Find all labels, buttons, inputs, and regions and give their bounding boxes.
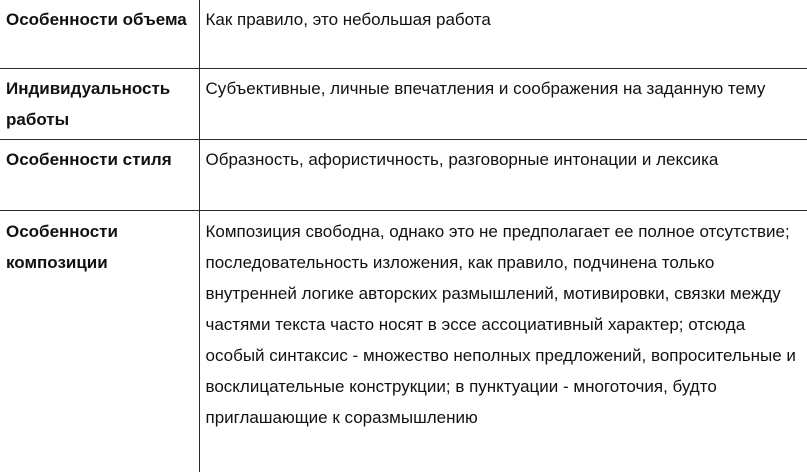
row-label: Особенности объема — [0, 0, 199, 69]
table-row — [0, 69, 807, 140]
row-value: Композиция свободна, однако это не предполагает ее полное отсутствие; последовательность изложения, как правило, подчинена только внутренней логике авторских размышлений, мотивировки, связки между частями текста часто носят в эссе ассоциативный характер; отсюда особый синтаксис - множество неполных предложений, вопросительные и восклицательные конструкции; в пунктуации - многоточия, будто приглашающие к соразмышлению — [199, 211, 807, 472]
row-label: Особенности стиля — [0, 140, 199, 211]
row-label: Индивидуальность работы — [0, 69, 199, 140]
row-value: Образность, афористичность, разговорные интонации и лексика — [199, 140, 807, 211]
row-value: Как правило, это небольшая работа — [199, 0, 807, 69]
table-row — [0, 140, 807, 211]
table-row — [0, 0, 807, 69]
table-row — [0, 211, 807, 472]
row-value: Субъективные, личные впечатления и соображения на заданную тему — [199, 69, 807, 140]
row-label: Особенности композиции — [0, 211, 199, 472]
